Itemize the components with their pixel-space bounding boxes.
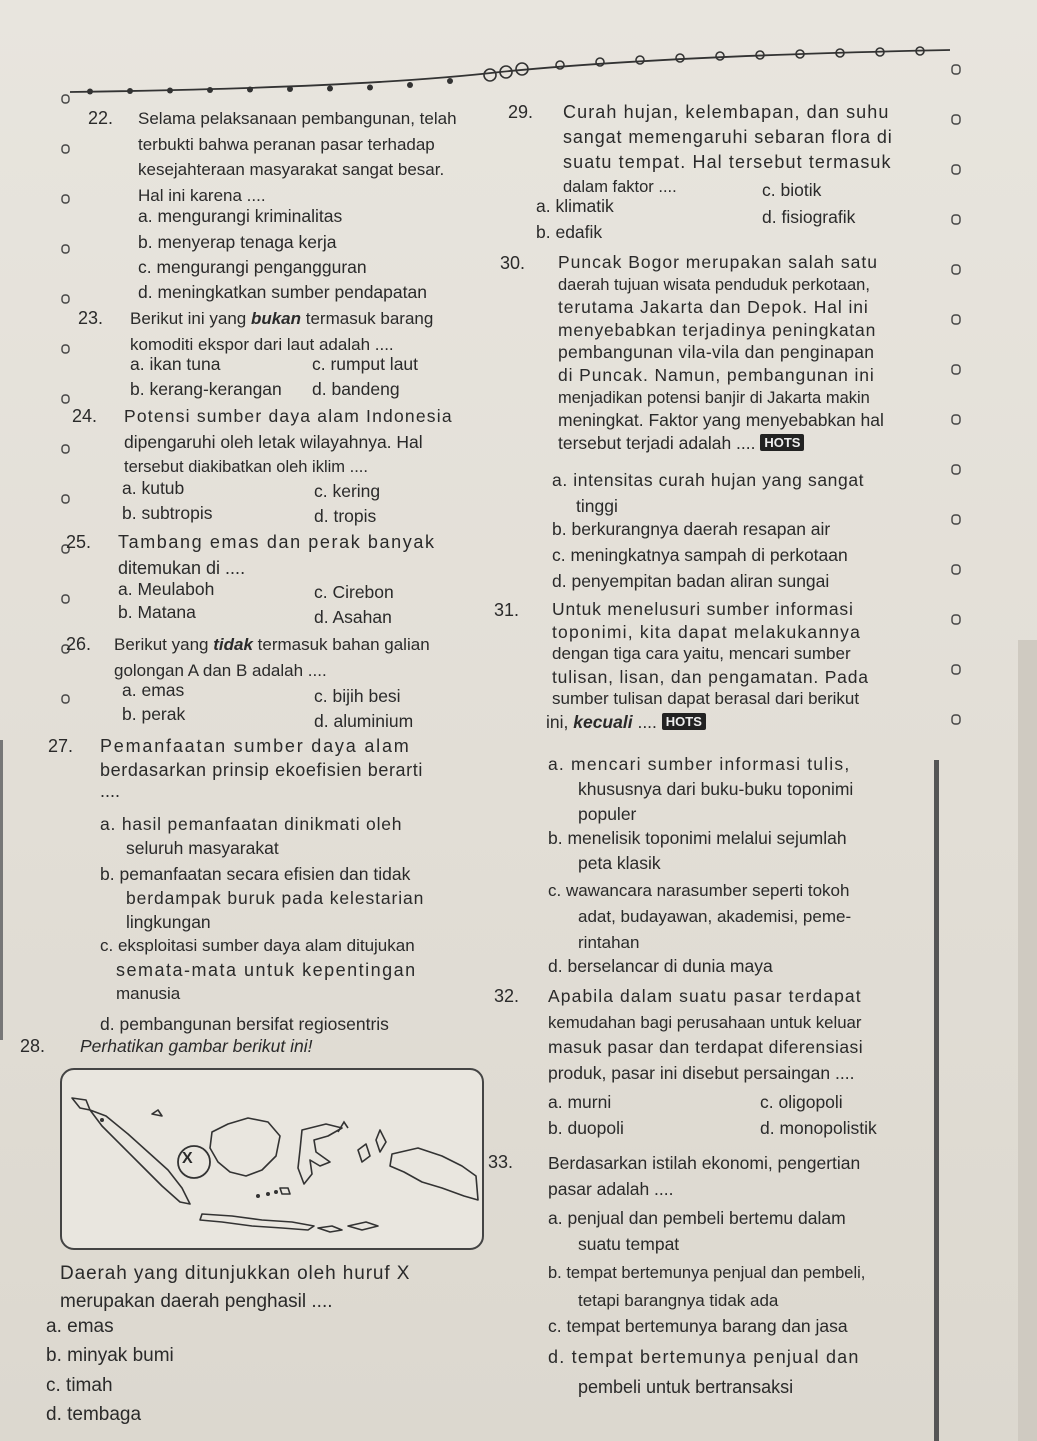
question-text: dalam faktor .... bbox=[563, 178, 677, 196]
option-c[interactable]: c. timah bbox=[46, 1375, 113, 1396]
option-a[interactable]: a. mencari sumber informasi tulis, khususnya dari buku-buku toponimi populer bbox=[548, 754, 854, 824]
option-a[interactable]: a. emas bbox=[122, 680, 185, 700]
option-a[interactable]: a. klimatik bbox=[536, 196, 614, 216]
question-text: meningkat. Faktor yang menyebabkan hal bbox=[558, 410, 884, 431]
question-text: Tambang emas dan perak banyak bbox=[118, 532, 436, 552]
question-25 bbox=[66, 530, 496, 581]
question-text: pasar adalah .... bbox=[548, 1179, 674, 1199]
emphasis-word: tidak bbox=[213, 635, 253, 654]
option-a[interactable]: a. ikan tuna bbox=[130, 354, 221, 374]
option-c[interactable]: c. mengurangi pengangguran bbox=[138, 257, 367, 277]
option-d[interactable]: d. penyempitan badan aliran sungai bbox=[552, 571, 830, 591]
question-29 bbox=[508, 100, 938, 200]
question-27 bbox=[48, 734, 498, 800]
option-c[interactable]: c. eksploitasi sumber daya alam ditujukan semata-mata untuk kepentingan manusia bbox=[100, 936, 417, 1003]
question-text: kesejahteraan masyarakat sangat besar. bbox=[138, 160, 445, 179]
option-b[interactable]: b. duopoli bbox=[548, 1118, 624, 1138]
question-28-caption bbox=[60, 1260, 410, 1316]
question-text: berdasarkan prinsip ekoefisien berarti bbox=[100, 760, 423, 780]
question-text: kemudahan bagi perusahaan untuk keluar bbox=[548, 1012, 862, 1032]
question-text: Berikut ini yang bukan termasuk barang bbox=[130, 309, 434, 328]
question-22 bbox=[88, 106, 498, 208]
question-24 bbox=[72, 404, 502, 481]
question-text: tulisan, lisan, dan pengamatan. Pada bbox=[552, 666, 869, 687]
question-text: terbukti bahwa peranan pasar terhadap bbox=[138, 134, 435, 154]
question-text: Berdasarkan istilah ekonomi, pengertian bbox=[548, 1153, 861, 1173]
question-text: Selama pelaksanaan pembangunan, telah bbox=[138, 109, 457, 128]
left-binding-line bbox=[0, 740, 3, 1040]
decorative-chain-border-icon bbox=[60, 44, 960, 104]
question-number: 23. bbox=[78, 308, 104, 328]
option-b[interactable]: b. menelisik toponimi melalui sejumlah peta klasik bbox=[548, 828, 847, 873]
option-a[interactable]: a. emas bbox=[46, 1316, 114, 1337]
question-text: ini, kecuali .... HOTS bbox=[546, 711, 934, 734]
option-a[interactable]: a. penjual dan pembeli bertemu dalam suatu tempat bbox=[548, 1208, 846, 1254]
hots-badge: HOTS bbox=[760, 434, 804, 451]
option-b[interactable]: b. edafik bbox=[536, 222, 603, 242]
question-number: 29. bbox=[508, 102, 534, 122]
option-b[interactable]: b. minyak bumi bbox=[46, 1345, 174, 1366]
question-text: sumber tulisan dapat berasal dari berikut bbox=[552, 689, 860, 708]
option-a[interactable]: a. mengurangi kriminalitas bbox=[138, 206, 343, 226]
question-number: 31. bbox=[494, 600, 520, 620]
map-label-x: X bbox=[182, 1150, 193, 1167]
option-d[interactable]: d. Asahan bbox=[314, 607, 392, 627]
question-text: masuk pasar dan terdapat diferensiasi bbox=[548, 1037, 864, 1057]
question-31 bbox=[494, 598, 934, 733]
binding-line bbox=[934, 760, 939, 1441]
question-text: komoditi ekspor dari laut adalah .... bbox=[130, 334, 394, 354]
question-text: Hal ini karena .... bbox=[138, 185, 266, 205]
option-d[interactable]: d. pembangunan bersifat regiosentris bbox=[100, 1014, 389, 1034]
option-c[interactable]: c. biotik bbox=[762, 180, 822, 200]
question-text: Daerah yang ditunjukkan oleh huruf X bbox=[60, 1263, 411, 1284]
emphasis-word: bukan bbox=[250, 309, 302, 328]
indonesia-map-icon bbox=[62, 1070, 482, 1248]
question-26 bbox=[66, 632, 496, 683]
question-text: dengan tiga cara yaitu, mencari sumber bbox=[552, 644, 851, 663]
option-b[interactable]: b. perak bbox=[122, 704, 186, 724]
page-edge bbox=[1018, 640, 1037, 1441]
emphasis-word: kecuali bbox=[573, 711, 633, 732]
option-d[interactable]: d. meningkatkan sumber pendapatan bbox=[138, 282, 427, 302]
option-d[interactable]: d. tropis bbox=[314, 506, 377, 526]
option-c[interactable]: c. kering bbox=[314, 481, 381, 501]
question-text: menjadikan potensi banjir di Jakarta makin bbox=[558, 388, 870, 407]
question-number: 26. bbox=[66, 634, 92, 654]
question-text: terutama Jakarta dan Depok. Hal ini bbox=[558, 297, 869, 318]
question-text: merupakan daerah penghasil .... bbox=[60, 1291, 333, 1312]
question-text: tersebut diakibatkan oleh iklim .... bbox=[124, 458, 368, 476]
option-c[interactable]: c. meningkatnya sampah di perkotaan bbox=[552, 545, 848, 565]
question-number: 25. bbox=[66, 532, 92, 552]
option-a[interactable]: a. murni bbox=[548, 1092, 612, 1112]
option-b[interactable]: b. kerang-kerangan bbox=[130, 379, 282, 399]
question-23 bbox=[78, 306, 498, 357]
option-c[interactable]: c. bijih besi bbox=[314, 686, 401, 706]
option-b[interactable]: b. pemanfaatan secara efisien dan tidak berdampak buruk pada kelestarian lingkungan bbox=[100, 864, 425, 932]
question-number: 24. bbox=[72, 406, 98, 426]
question-text: daerah tujuan wisata penduduk perkotaan, bbox=[558, 275, 870, 294]
question-33 bbox=[488, 1150, 934, 1202]
option-a[interactable]: a. hasil pemanfaatan dinikmati oleh seluruh masyarakat bbox=[100, 814, 403, 858]
question-text: Berikut yang tidak termasuk bahan galian bbox=[114, 635, 430, 654]
question-text: Pemanfaatan sumber daya alam bbox=[100, 736, 411, 756]
option-d[interactable]: d. fisiografik bbox=[762, 207, 856, 227]
question-text: Curah hujan, kelembapan, dan suhu bbox=[563, 102, 890, 122]
question-text: produk, pasar ini disebut persaingan .... bbox=[548, 1062, 855, 1083]
question-text: Apabila dalam suatu pasar terdapat bbox=[548, 986, 862, 1006]
question-text: di Puncak. Namun, pembangunan ini bbox=[558, 364, 875, 385]
question-number: 30. bbox=[500, 253, 526, 273]
question-text: toponimi, kita dapat melakukannya bbox=[552, 621, 862, 642]
question-text: Perhatikan gambar berikut ini! bbox=[80, 1036, 313, 1056]
option-c[interactable]: c. rumput laut bbox=[312, 354, 419, 374]
option-c[interactable]: c. wawancara narasumber seperti tokoh adat, budayawan, akademisi, peme- rintahan bbox=[548, 881, 852, 952]
question-number: 22. bbox=[88, 108, 114, 128]
option-c[interactable]: c. tempat bertemunya barang dan jasa bbox=[548, 1316, 848, 1336]
question-text: sangat memengaruhi sebaran flora di bbox=[563, 127, 893, 147]
question-text: tersebut terjadi adalah .... HOTS bbox=[558, 432, 930, 455]
option-d[interactable]: d. aluminium bbox=[314, 711, 414, 731]
option-a[interactable]: a. kutub bbox=[122, 478, 185, 498]
option-b[interactable]: b. Matana bbox=[118, 602, 196, 622]
option-b[interactable]: b. subtropis bbox=[122, 503, 213, 523]
hots-badge: HOTS bbox=[662, 713, 706, 730]
option-b[interactable]: b. menyerap tenaga kerja bbox=[138, 232, 337, 252]
option-c[interactable]: c. Cirebon bbox=[314, 582, 394, 602]
question-number: 27. bbox=[48, 736, 74, 756]
option-d[interactable]: d. berselancar di dunia maya bbox=[548, 956, 773, 976]
question-text: Untuk menelusuri sumber informasi bbox=[552, 599, 854, 619]
question-text: pembangunan vila-vila dan penginapan bbox=[558, 342, 875, 363]
question-30 bbox=[500, 251, 930, 454]
option-c[interactable]: c. oligopoli bbox=[760, 1092, 843, 1112]
question-text: Puncak Bogor merupakan salah satu bbox=[558, 252, 878, 272]
option-d[interactable]: d. tempat bertemunya penjual dan pembeli untuk bertransaksi bbox=[548, 1347, 860, 1397]
question-text: .... bbox=[100, 781, 121, 801]
question-number: 28. bbox=[20, 1036, 46, 1056]
question-number: 32. bbox=[494, 986, 520, 1006]
question-32 bbox=[494, 984, 934, 1086]
option-d[interactable]: d. tembaga bbox=[46, 1404, 142, 1425]
option-a[interactable]: a. intensitas curah hujan yang sangat tinggi bbox=[552, 470, 865, 516]
question-text: Potensi sumber daya alam Indonesia bbox=[124, 406, 453, 426]
option-b[interactable]: b. tempat bertemunya penjual dan pembeli, tetapi barangnya tidak ada bbox=[548, 1264, 866, 1310]
option-d[interactable]: d. monopolistik bbox=[760, 1118, 877, 1138]
question-text: golongan A dan B adalah .... bbox=[114, 660, 327, 680]
option-a[interactable]: a. Meulaboh bbox=[118, 579, 215, 599]
question-text: menyebabkan terjadinya peningkatan bbox=[558, 319, 877, 340]
question-text: suatu tempat. Hal tersebut termasuk bbox=[563, 152, 892, 172]
question-text: dipengaruhi oleh letak wilayahnya. Hal bbox=[124, 431, 423, 452]
option-d[interactable]: d. bandeng bbox=[312, 379, 400, 399]
question-number: 33. bbox=[488, 1152, 514, 1172]
question-28 bbox=[20, 1034, 500, 1060]
indonesia-map bbox=[60, 1068, 484, 1250]
option-b[interactable]: b. berkurangnya daerah resapan air bbox=[552, 519, 831, 539]
question-text: ditemukan di .... bbox=[118, 557, 246, 578]
